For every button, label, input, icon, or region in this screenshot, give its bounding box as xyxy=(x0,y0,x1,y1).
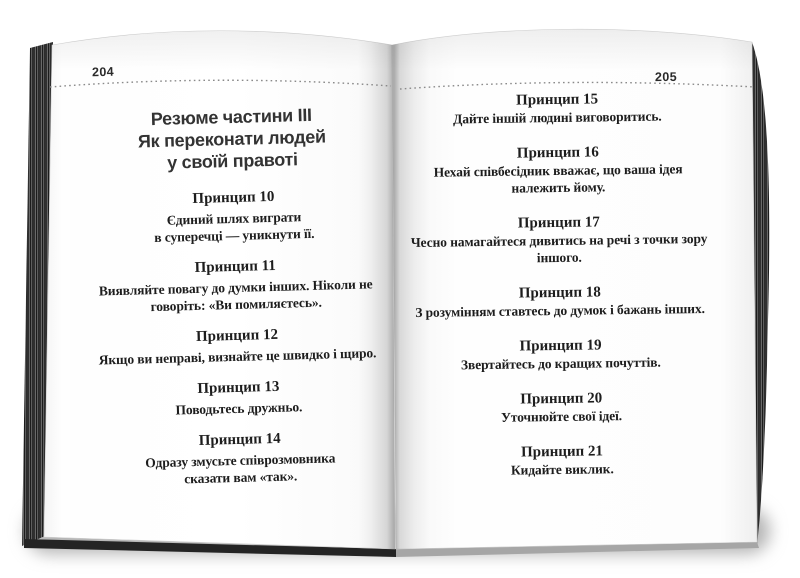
principle xyxy=(393,143,724,199)
principle-text: З розумінням ставтесь до думок і бажань інших. xyxy=(415,300,705,320)
principle xyxy=(81,428,400,490)
principle-text: Одразу змусьте співрозмовника сказати вам «так». xyxy=(145,450,336,487)
left-page-number: 204 xyxy=(91,64,115,80)
principle-heading: Принцип 12 xyxy=(195,326,279,345)
principle-text: Кидайте виклик. xyxy=(510,461,614,478)
right-page-number: 205 xyxy=(654,69,678,85)
principle-text: Виявляйте повагу до думки інших. Ніколи не говоріть: «Ви помиляєтесь». xyxy=(98,276,373,315)
principle-text: Звертайтесь до кращих почуттів. xyxy=(460,354,661,373)
principle xyxy=(76,255,395,317)
principle-heading: Принцип 21 xyxy=(520,443,604,461)
principle-text: Уточнюйте свої ідеї. xyxy=(500,408,623,425)
principle xyxy=(78,324,397,369)
principle-heading: Принцип 18 xyxy=(518,284,601,302)
principle xyxy=(395,283,725,322)
principle-text: Якщо ви неправі, визнайте це швидко і щиро. xyxy=(98,345,377,368)
left-page-content xyxy=(72,102,400,505)
principle xyxy=(397,442,727,481)
principle xyxy=(392,90,722,129)
principle-heading: Принцип 16 xyxy=(516,144,599,162)
principle-text: Дайте іншій людині виговоритись. xyxy=(452,108,662,127)
principle-heading: Принцип 17 xyxy=(517,214,600,232)
principle-heading: Принцип 14 xyxy=(198,430,281,449)
part-summary-title: Резюме частини III Як переконати людей у своїй правоті xyxy=(137,104,326,173)
principle xyxy=(395,336,725,375)
principle-heading: Принцип 13 xyxy=(197,378,280,397)
right-page-content xyxy=(392,90,728,500)
principle-text: Поводьтесь дружньо. xyxy=(175,399,303,418)
principle-heading: Принцип 11 xyxy=(194,257,276,277)
principle xyxy=(394,213,725,269)
principle-text: Нехай співбесідник вважає, що ваша ідея належить йому. xyxy=(433,161,683,196)
principle xyxy=(74,186,393,248)
principle-heading: Принцип 10 xyxy=(192,188,275,208)
principle-heading: Принцип 15 xyxy=(516,91,599,109)
principle-heading: Принцип 19 xyxy=(519,337,602,355)
principle-text: Єдиний шлях виграти в суперечці — уникнути її. xyxy=(154,209,315,246)
principle xyxy=(396,389,726,428)
top-curl-shading xyxy=(44,24,758,70)
principle-heading: Принцип 20 xyxy=(520,390,603,408)
principle-text: Чесно намагайтеся дивитись на речі з точки зору іншого. xyxy=(410,230,708,266)
principle xyxy=(79,376,398,421)
